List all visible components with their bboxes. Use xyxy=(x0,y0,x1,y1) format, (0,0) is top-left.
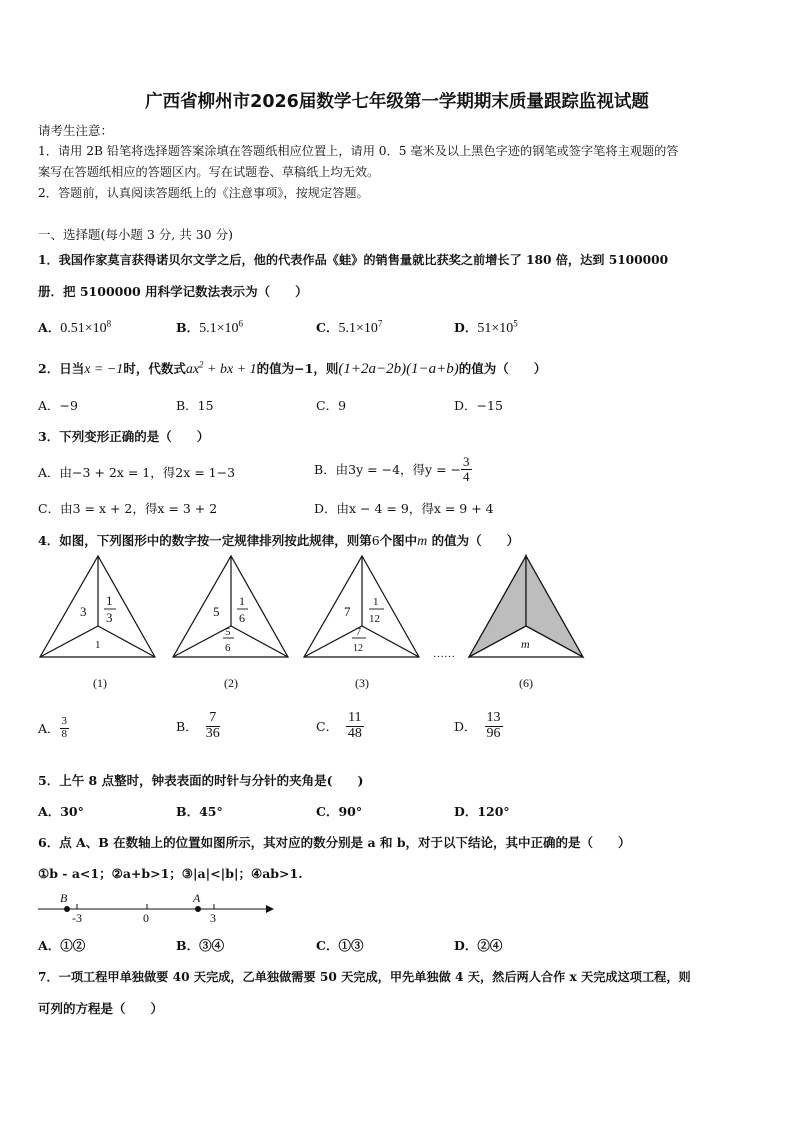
q3-option-a: A．由−3 + 2x = 1，得2x = 1−3 xyxy=(38,465,236,480)
fig2-left: 5 xyxy=(213,604,220,619)
q5-option-a: A．30° xyxy=(38,804,84,819)
tick-neg3: -3 xyxy=(72,911,82,925)
q4-option-c: C． $\frac{11}{48}$ xyxy=(316,710,362,741)
q2-option-a: A．−9 xyxy=(38,398,78,413)
q1-stem-a: 1．我国作家莫言获得诺贝尔文学之后，他的代表作品《蛙》的销售量就比获奖之前增长了 180 倍，达到 5100000 xyxy=(38,253,669,267)
notice-line1a: 1．请用 2B 铅笔将选择题答案涂填在答题纸相应位置上，请用 0．5 毫米及以上黑色字迹的钢笔或签字笔将主观题的答 xyxy=(38,144,679,158)
fig3-bottom-num: 7 xyxy=(356,627,361,638)
q6-number-line xyxy=(30,888,280,928)
fig6-bottom: m xyxy=(521,637,530,651)
q7-stem-a: 7．一项工程甲单独做要 40 天完成，乙单独做需要 50 天完成，甲先单独做 4 天，然后两人合作 x 天完成这项工程，则 xyxy=(38,970,691,984)
q2-stem: 2．日当x = −1时，代数式$ax^2$ + bx + 1的值为−1，则(1+2a−2b)(1−a+b)的值为（ ） xyxy=(38,359,547,377)
q2-option-d: D．−15 xyxy=(454,398,503,413)
q1-option-b: B．$5.1\times 10^6$ xyxy=(176,318,243,336)
page-title: 广西省柳州市2026届数学七年级第一学期期末质量跟踪监视试题 xyxy=(145,92,649,112)
q2-option-b: B．15 xyxy=(176,398,214,413)
notice-line1b: 案写在答题纸相应的答题区内。写在试题卷、草稿纸上均无效。 xyxy=(38,165,380,179)
point-a xyxy=(195,906,201,912)
q6-conditions: ①b - a<1；②a+b>1；③|a|<|b|；④ab>1. xyxy=(38,866,303,881)
q5-option-b: B．45° xyxy=(176,804,223,819)
q5-option-d: D．120° xyxy=(454,804,510,819)
q6-option-b: B．③④ xyxy=(176,938,225,953)
q4-figure-3 xyxy=(304,556,419,657)
q3-option-d: D．由x − 4 = 9，得x = 9 + 4 xyxy=(314,501,494,516)
q1-option-a: A．$0.51\times 10^8$ xyxy=(38,318,112,336)
fig3-bottom-den: 12 xyxy=(353,643,363,654)
q5-option-c: C．90° xyxy=(316,804,363,819)
q4-figures xyxy=(0,548,794,698)
notice-heading: 请考生注意： xyxy=(38,123,114,138)
fig1-right-den: 3 xyxy=(106,610,113,625)
fig1-caption: (1) xyxy=(93,676,107,690)
q6-stem: 6．点 A、B 在数轴上的位置如图所示，其对应的数分别是 a 和 b，对于以下结论，其中正确的是（ ） xyxy=(38,835,631,850)
q7-stem-b: 可列的方程是（ ） xyxy=(38,1001,164,1016)
q3-option-b: B．由3y = −4，得y = − $\frac{3}{4}$ xyxy=(314,454,470,484)
fig3-right-den: 12 xyxy=(369,613,380,625)
fig-ellipsis: …… xyxy=(433,648,455,660)
q6-option-a: A．①② xyxy=(38,938,86,953)
tick-3: 3 xyxy=(210,911,216,925)
fig3-caption: (3) xyxy=(355,676,369,690)
fig2-bottom-den: 6 xyxy=(225,642,231,654)
q4-option-a: A． $\frac{3}{8}$ xyxy=(38,715,68,740)
point-b xyxy=(64,906,70,912)
q2-option-c: C．9 xyxy=(316,398,347,413)
fig3-right-num: 1 xyxy=(373,596,379,608)
tick-0: 0 xyxy=(143,911,149,925)
fig2-right-num: 1 xyxy=(239,594,245,608)
q4-stem: 4．如图，下列图形中的数字按一定规律排列按此规律，则第6个图中m 的值为（ ） xyxy=(38,533,520,549)
q6-option-d: D．②④ xyxy=(454,938,503,953)
fig6-caption: (6) xyxy=(519,676,533,690)
fig2-right-den: 6 xyxy=(239,611,245,625)
q4-option-d: D． $\frac{13}{96}$ xyxy=(454,710,501,741)
label-b: B xyxy=(60,891,68,905)
q1-stem-b: 册．把 5100000 用科学记数法表示为（ ） xyxy=(38,284,308,299)
q4-figure-2 xyxy=(173,556,288,657)
q6-option-c: C．①③ xyxy=(316,938,364,953)
label-a: A xyxy=(193,891,201,905)
q4-option-b: B． $\frac{7}{36}$ xyxy=(176,710,220,741)
section-heading: 一、选择题(每小题 3 分, 共 30 分) xyxy=(38,227,233,242)
fig1-left: 3 xyxy=(80,604,87,619)
q3-stem: 3．下列变形正确的是（ ） xyxy=(38,429,210,444)
fig2-bottom-num: 5 xyxy=(225,626,231,638)
fig1-bottom: 1 xyxy=(95,639,101,651)
fig1-right-num: 1 xyxy=(106,593,113,608)
fig2-caption: (2) xyxy=(224,676,238,690)
q1-option-d: D．$51\times 10^5$ xyxy=(454,318,518,336)
fig3-left: 7 xyxy=(344,604,351,619)
notice-line2: 2．答题前，认真阅读答题纸上的《注意事项》，按规定答题。 xyxy=(38,186,369,200)
q3-option-c: C．由3 = x + 2，得x = 3 + 2 xyxy=(38,501,218,516)
q1-option-c: C．$5.1\times 10^7$ xyxy=(316,318,383,336)
q5-stem: 5．上午 8 点整时，钟表表面的时针与分针的夹角是( ) xyxy=(38,773,364,788)
